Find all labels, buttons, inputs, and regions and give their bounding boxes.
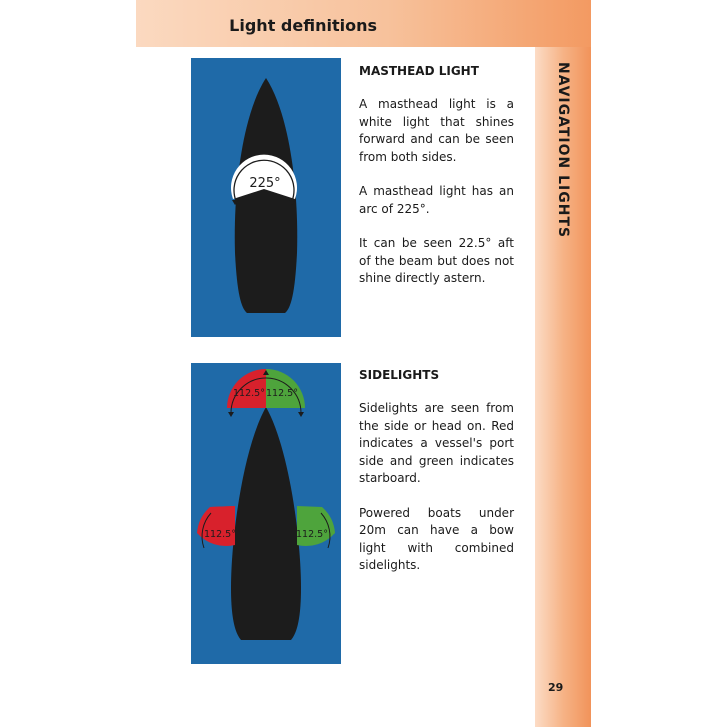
port-light-sector-fill <box>197 506 235 546</box>
arrowhead-left-icon <box>228 412 234 417</box>
masthead-paragraph: A masthead light is a white light that shines forward and can be seen from both sides. <box>359 97 514 164</box>
sidelights-section <box>359 368 514 592</box>
starboard-light-sector <box>297 506 335 546</box>
bow-port-label: 112.5° <box>233 388 265 399</box>
sidelights-heading: SIDELIGHTS <box>359 368 440 382</box>
masthead-boat-svg <box>191 58 341 337</box>
starboard-label: 112.5° <box>296 529 328 540</box>
sidelights-diagram <box>191 363 341 664</box>
sidelights-boat-svg <box>191 363 341 664</box>
page-number: 29 <box>548 681 564 694</box>
masthead-paragraph: A masthead light has an arc of 225°. <box>359 184 514 216</box>
masthead-heading: MASTHEAD LIGHT <box>359 64 479 78</box>
page-title: Light definitions <box>229 16 377 35</box>
boat-hull <box>231 407 301 640</box>
masthead-arc-label: 225° <box>249 176 281 191</box>
port-label: 112.5° <box>204 529 236 540</box>
bow-starboard-label: 112.5° <box>266 388 298 399</box>
masthead-diagram <box>191 58 341 337</box>
arrowhead-right-icon <box>298 412 304 417</box>
sidelights-paragraph: Powered boats under 20m can have a bow light with combined sidelights. <box>359 505 514 572</box>
sidelights-paragraph: Sidelights are seen from the side or head on. Red indicates a vessel's port side and green indicates starboard. <box>359 401 514 485</box>
header-band <box>136 0 591 47</box>
masthead-section <box>359 64 514 305</box>
section-title: NAVIGATION LIGHTS <box>555 62 571 239</box>
masthead-paragraph: It can be seen 22.5° aft of the beam but does not shine directly astern. <box>359 236 514 285</box>
